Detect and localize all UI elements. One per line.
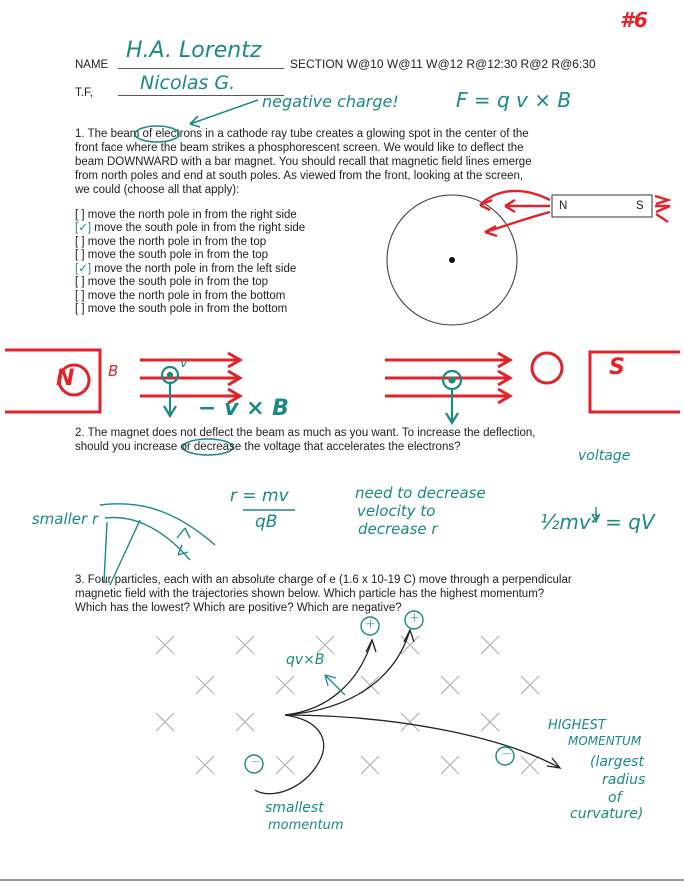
field-cross-icon <box>481 636 499 654</box>
magnet-s: S <box>636 200 644 212</box>
field-cross-icon <box>441 676 459 694</box>
option-label: move the south pole in from the bottom <box>87 303 288 315</box>
checkbox[interactable]: [ ] <box>75 276 85 288</box>
note-line: velocity to <box>357 502 436 520</box>
energy-equation: ½mv² = qV <box>540 510 655 534</box>
checkbox[interactable]: [ ] <box>75 249 85 261</box>
south-label: S <box>609 355 625 380</box>
checkbox[interactable]: [ ] <box>75 236 85 248</box>
field-cross-icon <box>196 756 214 774</box>
field-cross-icon <box>276 756 294 774</box>
checkbox[interactable]: [ ] <box>75 209 85 221</box>
highest-note: (largest <box>590 754 644 770</box>
charge-circles <box>245 611 514 773</box>
section-label: SECTION W@10 W@11 W@12 R@12:30 R@2 R@6:30 <box>290 57 596 71</box>
beam-spot <box>449 257 455 263</box>
option-label: move the north pole in from the top <box>87 236 267 248</box>
option-label: move the north pole in from the left side <box>94 263 297 275</box>
minus-charge: − <box>250 755 261 770</box>
option-label: move the north pole in from the bottom <box>87 290 286 302</box>
field-cross-icon <box>521 676 539 694</box>
r-equation-den: qB <box>255 512 278 532</box>
q1-line: we could (choose all that apply): <box>75 184 240 196</box>
field-cross-icon <box>156 713 174 731</box>
field-cross-icon <box>196 676 214 694</box>
q1-line: from north poles and end at south poles. As viewed from the front, looking at the screen, <box>75 170 524 182</box>
field-cross-icon <box>236 713 254 731</box>
field-cross-icon <box>521 756 539 774</box>
highest-note: curvature) <box>570 806 644 822</box>
v-vector-label: v <box>180 356 188 371</box>
arrow-icon <box>190 100 258 127</box>
checkbox-checked[interactable]: [✓] <box>75 222 92 234</box>
q1-line: front face where the beam strikes a phosphorescent screen. We would like to deflect the <box>75 142 524 154</box>
name-label: NAME <box>75 59 109 71</box>
magnet-n: N <box>559 200 568 212</box>
field-cross-icon <box>401 713 419 731</box>
force-equation: F = q v × B <box>456 88 572 112</box>
smaller-r-note: smaller r <box>31 510 99 528</box>
north-label: N <box>56 366 75 391</box>
checkbox[interactable]: [ ] <box>75 303 85 315</box>
q3-line: 3. Four particles, each with an absolute charge of e (1.6 x 10-19 C) move through a perpendicular <box>75 574 572 586</box>
page-number: #6 <box>620 8 648 32</box>
voltage-note: voltage <box>578 448 631 464</box>
highest-note: radius <box>602 772 646 788</box>
note-line: need to decrease <box>355 484 486 502</box>
option-label: move the south pole in from the top <box>87 276 269 288</box>
field-cross-icon <box>441 756 459 774</box>
north-magnet <box>5 350 100 412</box>
highest-note: of <box>608 790 622 806</box>
option-label: move the south pole in from the right side <box>94 222 306 234</box>
minus-charge: − <box>501 747 512 762</box>
field-cross-icon <box>276 676 294 694</box>
q2-line: 2. The magnet does not deflect the beam as much as you want. To increase the deflection, <box>75 427 536 439</box>
smallest-note: smallest <box>265 800 324 816</box>
q2-line: should you increase or decrease the voltage that accelerates the electrons? <box>75 441 461 453</box>
option-label: move the south pole in from the top <box>87 249 269 261</box>
r-equation-num: r = mv <box>230 486 289 506</box>
electrons-circle <box>135 126 179 142</box>
field-cross-icon <box>361 756 379 774</box>
note-line: decrease r <box>358 520 438 538</box>
b-field-crosses <box>156 636 539 774</box>
qvxb-label: qv×B <box>286 652 325 668</box>
negative-charge-note: negative charge! <box>262 92 399 111</box>
checkbox-checked[interactable]: [✓] <box>75 263 92 275</box>
tf-value[interactable]: Nicolas G. <box>140 72 236 94</box>
field-cross-icon <box>481 713 499 731</box>
smallest-note: momentum <box>268 818 344 833</box>
highest-note: HIGHEST <box>548 718 606 733</box>
tf-label: T.F, <box>75 87 93 99</box>
force-label: − v × B <box>198 396 289 421</box>
b-vector-label: B <box>108 362 119 380</box>
option-label: move the north pole in from the right side <box>87 209 297 221</box>
checkbox[interactable]: [ ] <box>75 290 85 302</box>
field-cross-icon <box>156 636 174 654</box>
plus-charge: + <box>409 611 420 626</box>
right-field-diagram <box>385 352 680 412</box>
q3-line: Which has the lowest? Which are positive? Which are negative? <box>75 602 402 614</box>
q1-line: beam DOWNWARD with a bar magnet. You should recall that magnetic field lines emerge <box>75 156 532 168</box>
field-cross-icon <box>236 636 254 654</box>
south-magnet <box>590 352 680 412</box>
q1-line: 1. The beam of electrons in a cathode ray tube creates a glowing spot in the center of the <box>75 128 529 140</box>
highest-note: MOMENTUM <box>568 734 642 748</box>
name-value[interactable]: H.A. Lorentz <box>126 38 262 63</box>
q3-line: magnetic field with the trajectories shown below. Which particle has the highest momentum? <box>75 588 545 600</box>
plus-charge: + <box>365 617 376 632</box>
